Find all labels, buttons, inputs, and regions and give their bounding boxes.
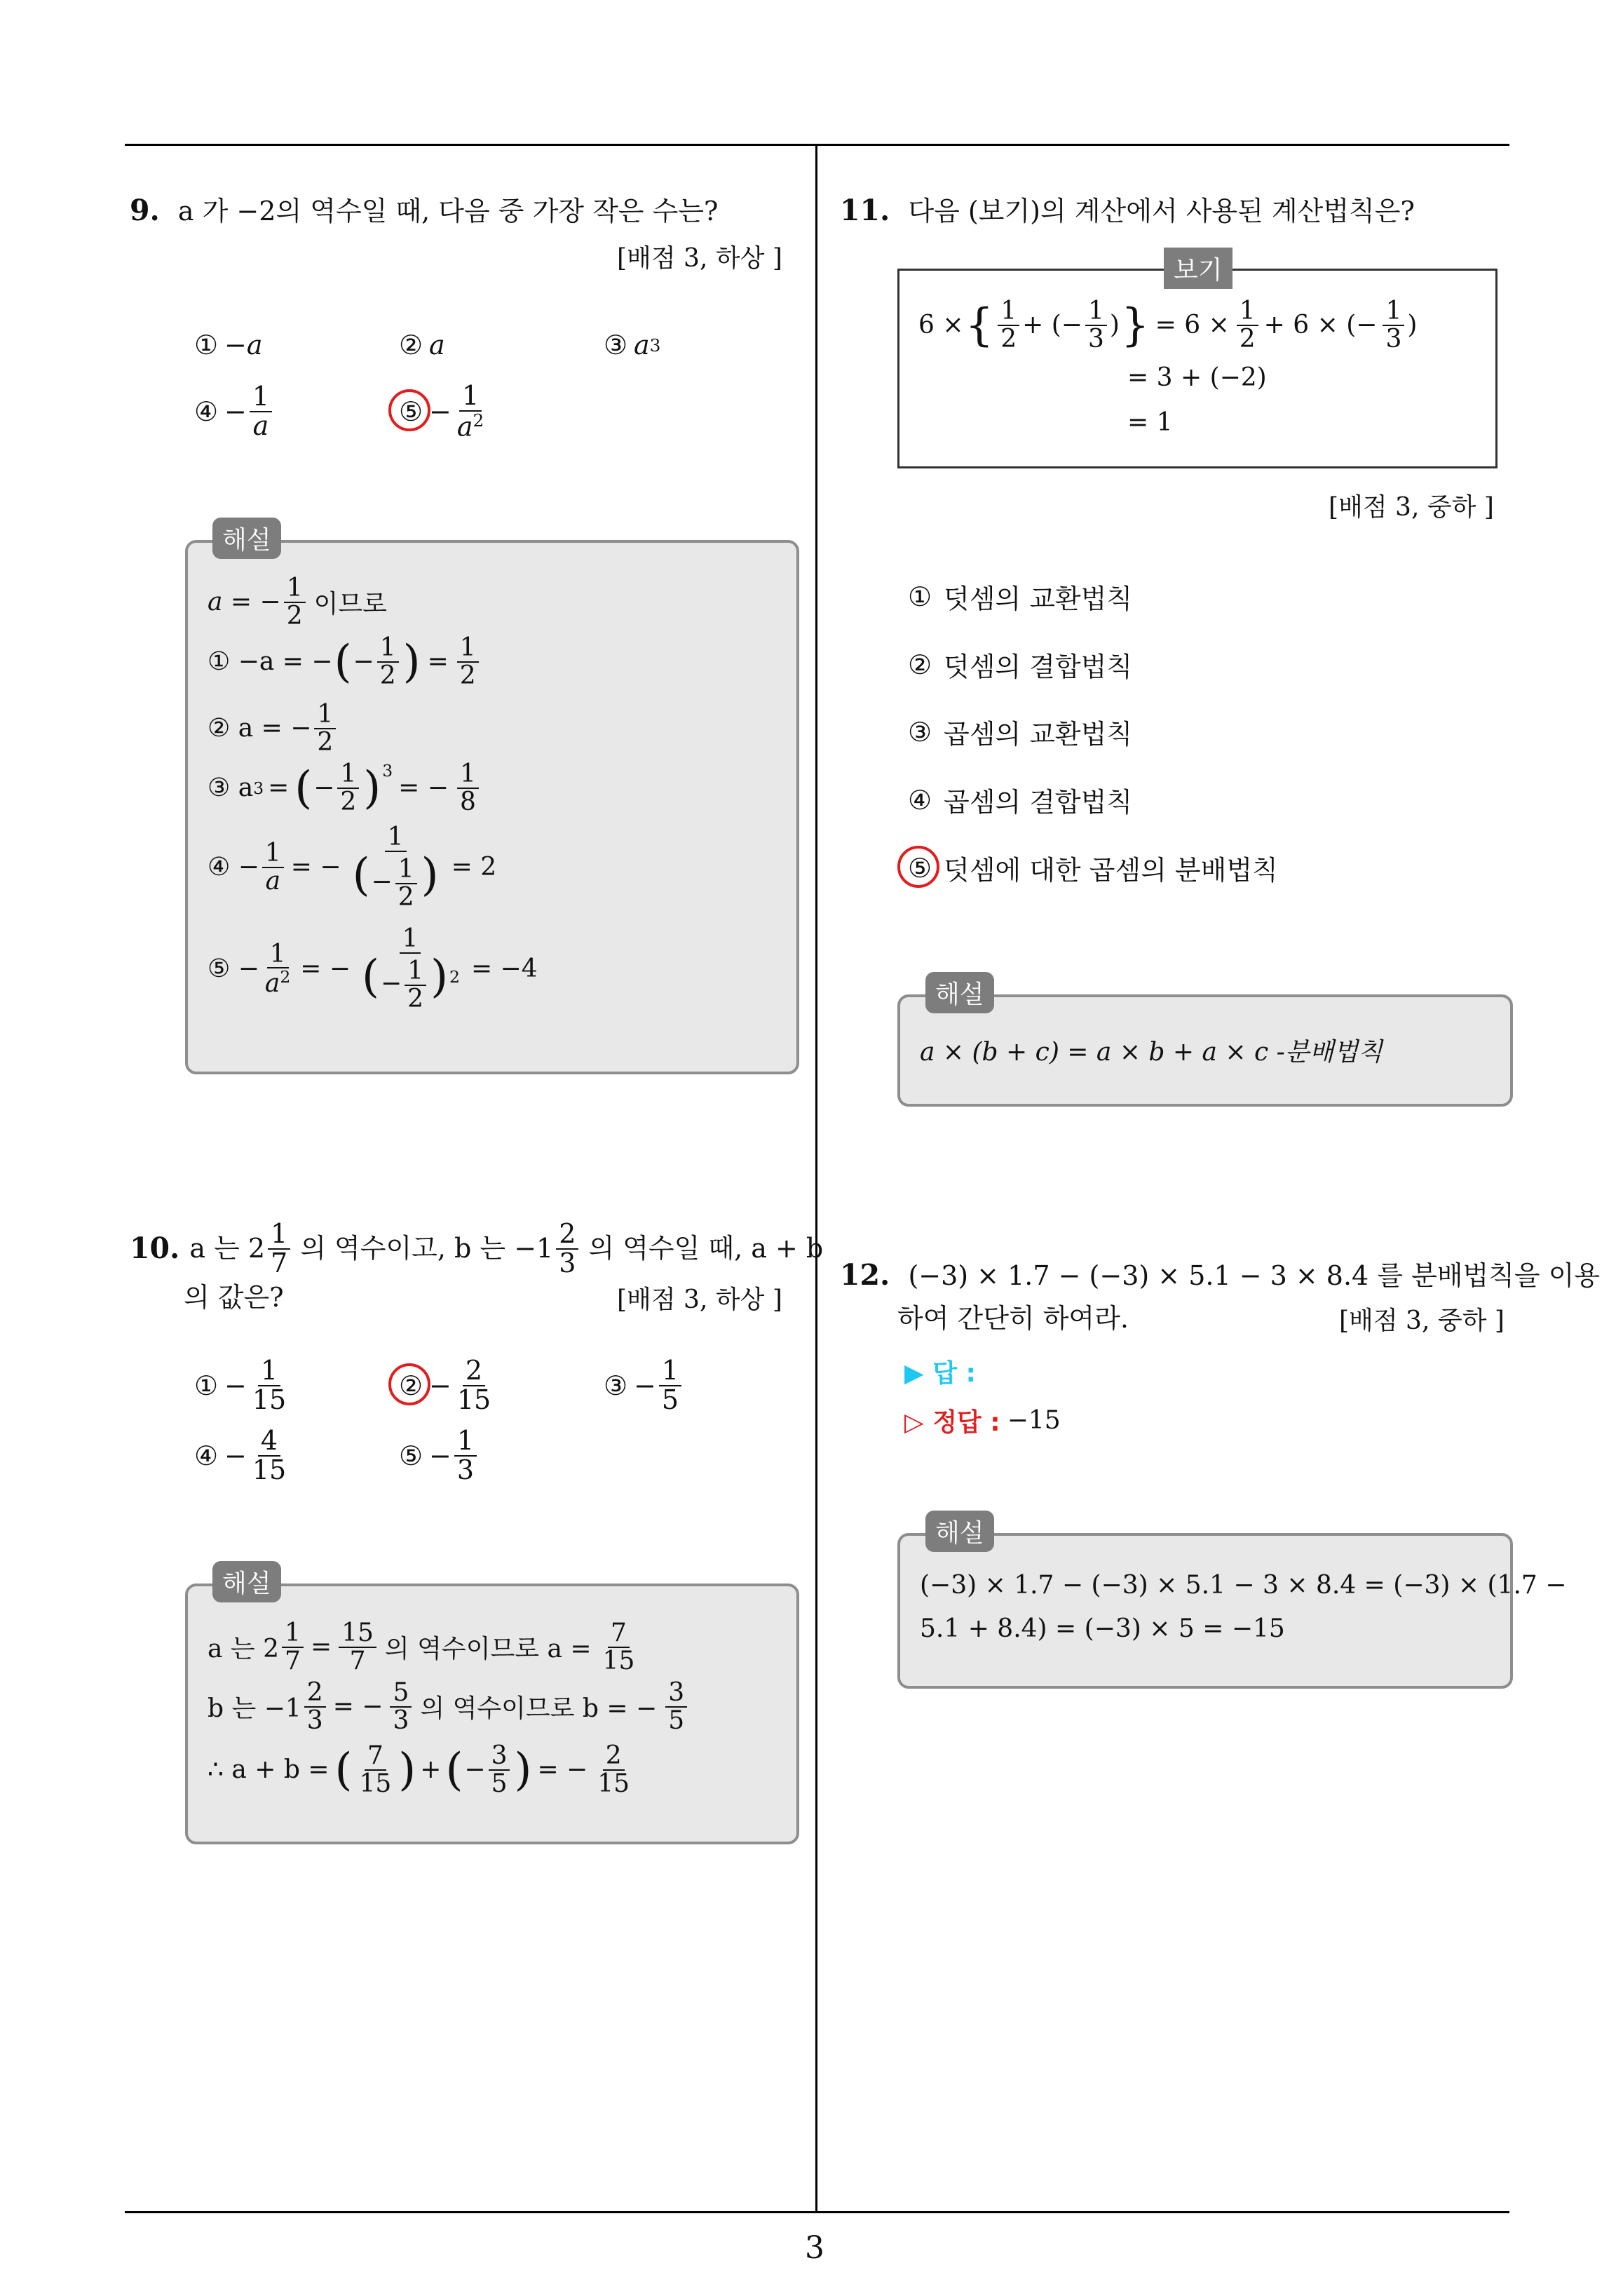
question-number: 12.	[840, 1258, 890, 1292]
question-12	[840, 1252, 1600, 1299]
question-text: (−3) × 1.7 − (−3) × 5.1 − 3 × 8.4 를 분배법칙을 이용	[908, 1260, 1601, 1291]
option-5[interactable]: ⑤ 덧셈에 대한 곱셈의 분배법칙	[902, 849, 1278, 887]
question-text: 다음 (보기)의 계산에서 사용된 계산법칙은?	[908, 196, 1415, 227]
page-number: 3	[805, 2230, 824, 2266]
example-line: 6 × { $\frac{1}{2}$ + (− $\frac{1}{3}$ ) } = 6 × $\frac{1}{2}$ + 6 × (− $\frac{1}{3}$ )	[918, 297, 1418, 353]
solution-line: ⑤ − $\frac{1}{a^2}$ = − 1 (− $\frac{1}{2}$ )$^2$ = −4	[208, 924, 538, 1013]
score-meta: [배점 3, 중하 ]	[1329, 493, 1494, 522]
choice-3[interactable]: ③ a 3	[603, 330, 661, 360]
choice-3[interactable]: ③ − $\frac{1}{5}$	[597, 1357, 684, 1414]
question-9	[130, 188, 718, 234]
correct-answer: ▷ 정답 : −15	[904, 1406, 1061, 1437]
choice-row	[188, 382, 489, 441]
question-text-cont: 하여 간단히 하여라.	[897, 1303, 1129, 1334]
option-4[interactable]: ④ 곱셈의 결합법칙	[907, 784, 1133, 818]
solution-line: a 는 2 $\frac{1}{7}$ = $\frac{15}{7}$ 의 역수이므로 a = $\frac{7}{15}$	[208, 1619, 635, 1675]
question-text-cont: 의 값은?	[184, 1282, 284, 1313]
solution-tag: 해설	[925, 972, 994, 1013]
score-meta: [배점 3, 하상 ]	[617, 244, 782, 273]
solution-line: ③ a 3 = ( − $\frac{1}{2}$ ) $^3$ = − $\frac{1}{8}$	[208, 761, 482, 816]
choice-row	[188, 1357, 684, 1414]
question-number: 10.	[130, 1231, 180, 1266]
answer-mark-circle	[388, 1363, 430, 1405]
score-meta: [배점 3, 하상 ]	[617, 1285, 782, 1314]
solution-line: ∴ a + b = ( $\frac{7}{15}$ ) + ( − $\frac{3}{5}$ ) = − $\frac{2}{15}$	[208, 1741, 630, 1798]
choice-5[interactable]: ⑤ − $\frac{1}{3}$	[393, 1427, 480, 1485]
solution-line: (−3) × 1.7 − (−3) × 5.1 − 3 × 8.4 = (−3) × (1.7 −	[920, 1571, 1567, 1600]
bottom-rule	[125, 2211, 1509, 2213]
choice-2[interactable]: ② − $\frac{2}{15}$	[393, 1357, 597, 1414]
example-line: = 1	[1127, 408, 1173, 437]
choice-2[interactable]: ② a	[398, 330, 445, 360]
choice-row	[188, 330, 660, 360]
question-number: 11.	[840, 194, 890, 227]
option-2[interactable]: ② 덧셈의 결합법칙	[907, 649, 1133, 682]
solution-tag: 해설	[212, 518, 281, 559]
answer-mark-circle	[897, 846, 939, 888]
example-tag: 보기	[1164, 248, 1232, 289]
choice-4[interactable]: ④ − $\frac{1}{a}$	[188, 382, 393, 441]
solution-line: ④ − $\frac{1}{a}$ = − 1 (− $\frac{1}{2}$ ) = 2	[208, 823, 497, 912]
answer-field[interactable]: ▶ 답 :	[904, 1359, 976, 1388]
solution-line: ② a = − $\frac{1}{2}$	[208, 701, 339, 756]
solution-tag: 해설	[925, 1511, 994, 1552]
solution-line: ① −a = − ( − $\frac{1}{2}$ ) = $\frac{1}{2}$	[208, 635, 482, 689]
solution-tag: 해설	[212, 1561, 281, 1602]
question-number: 9.	[130, 194, 160, 227]
score-meta: [배점 3, 중하 ]	[1339, 1306, 1505, 1335]
choice-1[interactable]: ① −a	[193, 330, 263, 360]
solution-line: a × (b + c) = a × b + a × c -분배법칙	[920, 1038, 1383, 1067]
question-10: 10. a 는 2 $\frac{1}{7}$ 의 역수이고, b 는 −1 $\frac{2}{3}$ 의 역수일 때, a + b	[130, 1218, 824, 1278]
solution-box	[897, 1533, 1513, 1689]
option-1[interactable]: ① 덧셈의 교환법칙	[907, 581, 1133, 614]
answer-mark-circle	[388, 389, 430, 431]
option-3[interactable]: ③ 곱셈의 교환법칙	[907, 716, 1133, 750]
example-line: = 3 + (−2)	[1127, 363, 1267, 392]
choice-row	[188, 1427, 480, 1485]
question-11	[840, 188, 1415, 234]
solution-line: 5.1 + 8.4) = (−3) × 5 = −15	[920, 1614, 1285, 1643]
choice-1[interactable]: ① − $\frac{1}{15}$	[193, 1355, 287, 1415]
solution-line: b 는 −1 $\frac{2}{3}$ = − $\frac{5}{3}$ 의 역수이므로 b = − $\frac{3}{5}$	[208, 1680, 690, 1734]
column-divider	[815, 144, 817, 2213]
solution-line: a = − $\frac{1}{2}$ 이므로	[208, 574, 387, 630]
question-text: a 가 −2의 역수일 때, 다음 중 가장 작은 수는?	[177, 196, 719, 227]
choice-5[interactable]: ⑤ − $\frac{1}{a^2}$	[393, 382, 489, 441]
choice-4[interactable]: ④ − $\frac{4}{15}$	[193, 1425, 287, 1485]
